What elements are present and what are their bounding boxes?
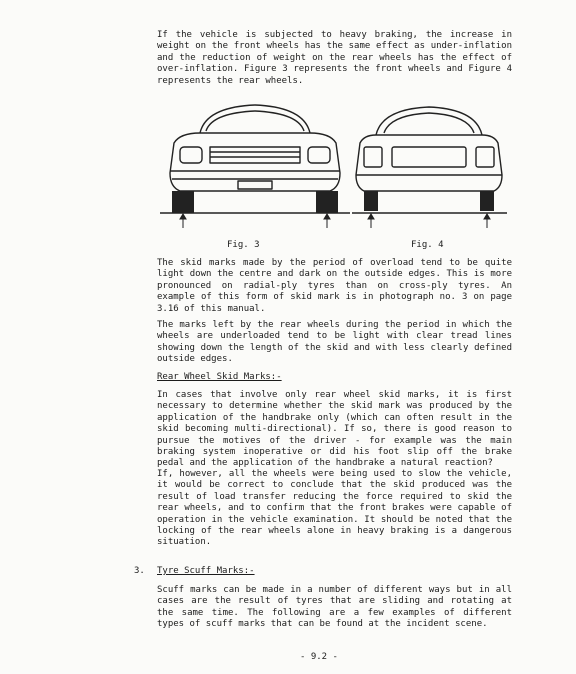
figure-3-front-car-illustration (160, 95, 350, 230)
scuff-marks-paragraph: Scuff marks can be made in a number of different ways but in all cases are the result of tyres that are sliding and rotating at the same time. The following are a few examples of different types of scuff marks that can be found at the incident scene. (157, 585, 512, 630)
figure-4-caption: Fig. 4 (411, 240, 444, 250)
handbrake-cases-paragraph: In cases that involve only rear wheel skid marks, it is first necessary to determine whether the skid mark was produced by the application of the handbrake only (which can often result in the skid becoming multi-directional). If so, there is good reason to pursue the motives of the driver - for example was the main braking system inoperative or did his foot slip off the brake pedal and the application of the handbrake a natural reaction? (157, 390, 512, 469)
load-transfer-paragraph: If, however, all the wheels were being used to slow the vehicle, it would be correct to conclude that the skid produced was the result of load transfer reducing the force required to skid the rear wheels, and to confirm that the front brakes were capable of operation in the vehicle examination. It should be noted that the locking of the rear wheels alone in heavy braking is a dangerous situation. (157, 469, 512, 548)
tyre-scuff-marks-heading: Tyre Scuff Marks:- (157, 566, 255, 576)
rear-wheels-paragraph: The marks left by the rear wheels during the period in which the wheels are underloaded tend to be light with clear tread lines showing down the length of the skid and with less clearly defined outside edges. (157, 320, 512, 365)
overload-paragraph: The skid marks made by the period of overload tend to be quite light down the centre and dark on the outside edges. This is more pronounced on radial-ply tyres than on cross-ply tyres. An example of this form of skid mark is in photograph no. 3 on page 3.16 of this manual. (157, 258, 512, 314)
figure-4-rear-car-illustration (352, 95, 507, 230)
section-number: 3. (134, 566, 145, 576)
figure-3-caption: Fig. 3 (227, 240, 260, 250)
page-number: - 9.2 - (300, 652, 338, 662)
rear-wheel-skid-marks-heading: Rear Wheel Skid Marks:- (157, 372, 282, 382)
intro-paragraph: If the vehicle is subjected to heavy braking, the increase in weight on the front wheels has the same effect as under-inflation and the reduction of weight on the rear wheels has the effect of over-inflation. Figure 3 represents the front wheels and Figure 4 represents the rear wheels. (157, 30, 512, 86)
